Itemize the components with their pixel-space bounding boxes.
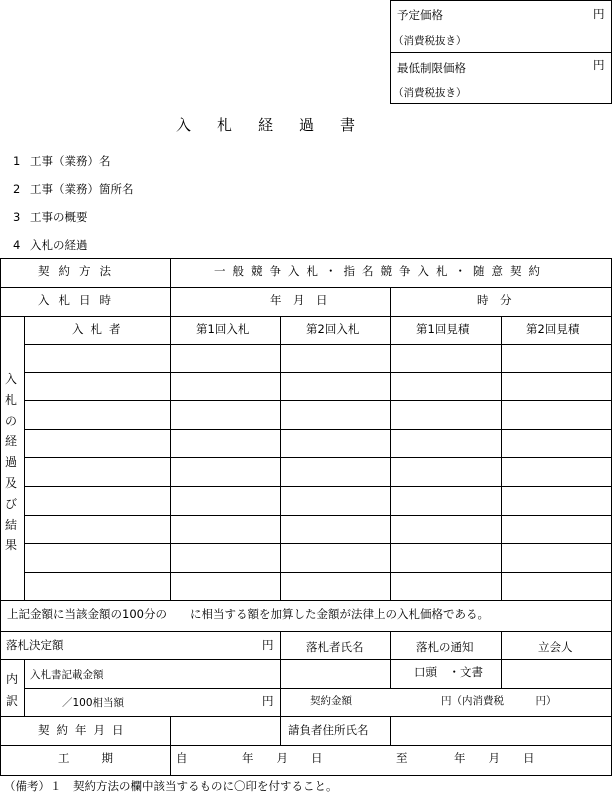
- table-line: [170, 316, 171, 600]
- table-line: [0, 659, 612, 660]
- bid-time-value: 時 分: [477, 293, 512, 307]
- table-line: [24, 344, 612, 345]
- saitei-price-unit: 円: [593, 58, 605, 72]
- saitei-price-label: 最低制限価格: [397, 61, 466, 75]
- bid-doc-amount-label: 入札書記載金額: [30, 669, 104, 681]
- item-3-num: 3: [13, 210, 21, 224]
- bid-date-label: 入札日時: [38, 293, 120, 307]
- table-line: [24, 486, 612, 487]
- contract-date-label: 契約年月日: [38, 723, 131, 737]
- bid-progress-vertical-label: 入札の経過及び結果: [4, 372, 17, 553]
- table-line: [24, 515, 612, 516]
- contract-method-value: 一般競争入札・指名競争入札・随意契約: [214, 264, 547, 278]
- header-round2-estimate: 第2回見積: [526, 322, 580, 336]
- table-line: [24, 372, 612, 373]
- header-round1-estimate: 第1回見積: [416, 322, 470, 336]
- per100-unit: 円: [262, 694, 274, 708]
- item-1-num: 1: [13, 154, 21, 168]
- per100-label: ／100相当額: [62, 697, 125, 709]
- notice-label: 落札の通知: [416, 640, 474, 654]
- table-line: [170, 716, 171, 776]
- table-line: [280, 316, 281, 600]
- table-line: [0, 287, 612, 288]
- table-line: [24, 688, 612, 689]
- period-to-date: 年 月 日: [454, 751, 535, 765]
- item-2-num: 2: [13, 182, 21, 196]
- witness-label: 立会人: [538, 640, 573, 654]
- table-line: [0, 716, 612, 717]
- notice-methods: 口頭 ・文書: [414, 665, 483, 679]
- table-line: [501, 631, 502, 688]
- period-label: 工期: [58, 751, 145, 765]
- table-line: [24, 400, 612, 401]
- table-line: [0, 745, 612, 746]
- yotei-price-label: 予定価格: [397, 8, 443, 22]
- bid-date-value: 年 月 日: [270, 293, 328, 307]
- period-from-date: 年 月 日: [242, 751, 323, 765]
- item-4-label: 入札の経過: [30, 238, 88, 252]
- yotei-price-unit: 円: [593, 7, 605, 21]
- breakdown-label: 内訳: [5, 672, 18, 708]
- remarks: （備考）１ 契約方法の欄中該当するものに〇印を付すること。: [4, 779, 338, 793]
- header-bidder: 入札者: [72, 322, 128, 336]
- table-line: [170, 258, 171, 316]
- winner-name-label: 落札者氏名: [306, 640, 364, 654]
- header-round2-bid: 第2回入札: [306, 322, 360, 336]
- contract-amount-label: 契約金額: [310, 695, 352, 707]
- table-line: [0, 631, 612, 632]
- table-line: [501, 316, 502, 600]
- table-line: [390, 316, 391, 600]
- decision-amount-unit: 円: [262, 638, 274, 652]
- decision-amount-label: 落札決定額: [6, 638, 64, 652]
- table-line: [0, 600, 612, 601]
- table-line: [390, 716, 391, 745]
- tax-note-2: （消費税抜き）: [393, 87, 467, 99]
- price-box-divider: [390, 52, 612, 53]
- header-round1-bid: 第1回入札: [196, 322, 250, 336]
- item-3-label: 工事の概要: [30, 210, 88, 224]
- contract-amount-value: 円（内消費税 円）: [441, 695, 557, 707]
- table-line: [24, 659, 25, 716]
- table-line: [24, 316, 25, 600]
- table-line: [280, 716, 281, 745]
- item-4-num: 4: [13, 238, 21, 252]
- table-line: [24, 543, 612, 544]
- period-from-prefix: 自: [176, 751, 188, 765]
- item-1-label: 工事（業務）名: [30, 154, 111, 168]
- tax-note-1: （消費税抜き）: [393, 35, 467, 47]
- table-line: [24, 572, 612, 573]
- table-line: [24, 429, 612, 430]
- contractor-label: 請負者住所氏名: [288, 723, 369, 737]
- table-line: [390, 287, 391, 316]
- table-line: [24, 457, 612, 458]
- table-line: [280, 631, 281, 716]
- table-line: [390, 631, 391, 688]
- price-note: 上記金額に当該金額の100分の に相当する額を加算した金額が法律上の入札価格である。: [7, 607, 489, 621]
- contract-method-label: 契約方法: [38, 264, 120, 278]
- period-to-prefix: 至: [396, 751, 408, 765]
- item-2-label: 工事（業務）箇所名: [30, 182, 134, 196]
- table-line: [0, 316, 612, 317]
- page-title: 入札経過書: [176, 116, 382, 134]
